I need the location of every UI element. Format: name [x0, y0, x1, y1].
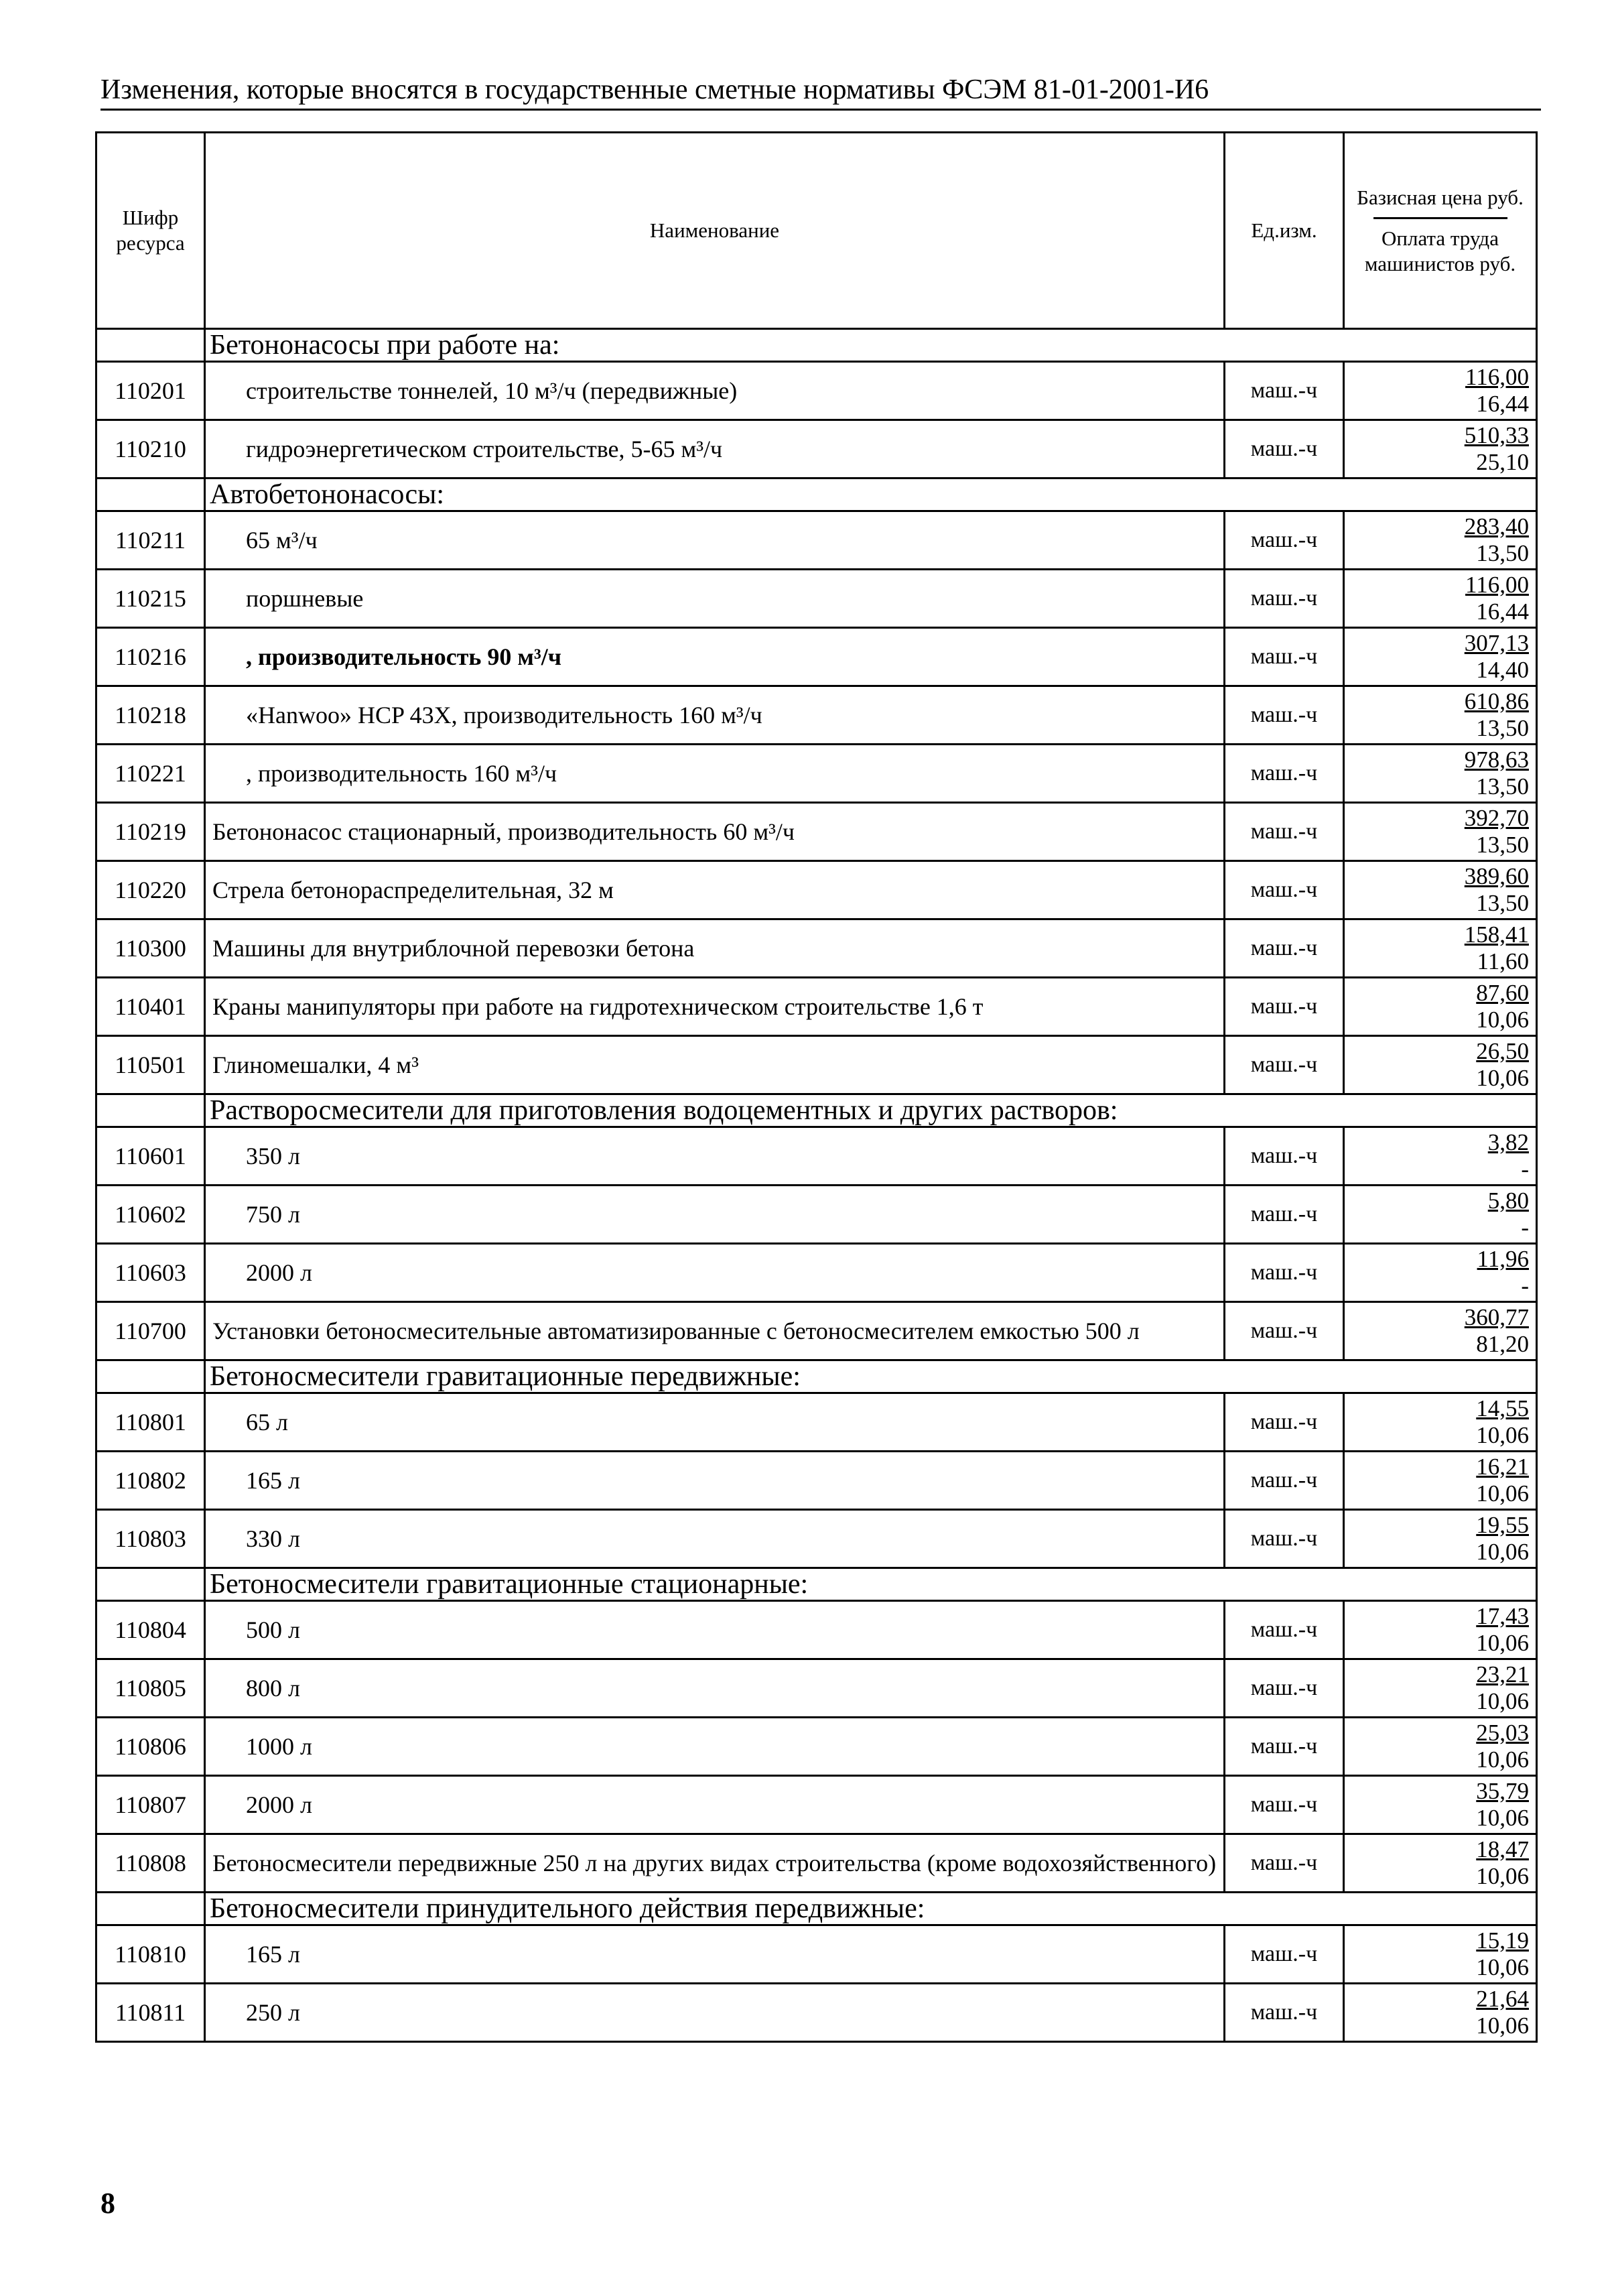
base-price: 510,33	[1464, 422, 1529, 448]
resource-code: 110802	[96, 1452, 205, 1510]
resource-name: Бетононасос стационарный, производительность 60 м³/ч	[205, 803, 1225, 861]
price-cell	[1344, 1601, 1537, 1659]
resource-unit: маш.-ч	[1225, 362, 1344, 420]
table-row	[96, 1776, 1537, 1834]
labor-price: 16,44	[1476, 391, 1529, 417]
price-cell	[1344, 686, 1537, 745]
base-price: 3,82	[1487, 1129, 1529, 1155]
base-price: 116,00	[1465, 364, 1529, 390]
resource-unit: маш.-ч	[1225, 1452, 1344, 1510]
resource-unit: маш.-ч	[1225, 745, 1344, 803]
resource-code: 110215	[96, 570, 205, 628]
table-row	[96, 628, 1537, 686]
table-row	[96, 1510, 1537, 1568]
table-row	[96, 1186, 1537, 1244]
group-code-cell	[96, 1360, 205, 1393]
table-row	[96, 1659, 1537, 1718]
labor-price: 11,60	[1477, 948, 1529, 974]
table-row	[96, 1302, 1537, 1360]
base-price: 18,47	[1476, 1836, 1529, 1862]
group-title: Растворосмесители для приготовления водоцементных и других растворов:	[205, 1094, 1537, 1127]
base-price: 610,86	[1464, 688, 1529, 714]
labor-price: 13,50	[1476, 540, 1529, 566]
resource-code: 110216	[96, 628, 205, 686]
resource-table	[95, 131, 1538, 2043]
table-group-row	[96, 329, 1537, 362]
resource-code: 110221	[96, 745, 205, 803]
labor-price: 10,06	[1476, 1480, 1529, 1507]
group-title: Автобетононасосы:	[205, 479, 1537, 511]
labor-price: 10,06	[1476, 1630, 1529, 1656]
table-row	[96, 1925, 1537, 1984]
base-price: 26,50	[1476, 1038, 1529, 1064]
base-price: 307,13	[1464, 630, 1529, 656]
table-row	[96, 1127, 1537, 1186]
price-cell	[1344, 1302, 1537, 1360]
resource-unit: маш.-ч	[1225, 1776, 1344, 1834]
base-price: 25,03	[1476, 1720, 1529, 1746]
column-header-price	[1344, 133, 1537, 329]
resource-name: «Hanwoo» HCP 43X, производительность 160 м³/ч	[205, 686, 1225, 745]
base-price: 360,77	[1464, 1304, 1529, 1330]
base-price: 16,21	[1476, 1454, 1529, 1480]
resource-name: 2000 л	[205, 1776, 1225, 1834]
labor-price: 16,44	[1476, 598, 1529, 625]
table-group-row	[96, 1094, 1537, 1127]
resource-name: строительстве тоннелей, 10 м³/ч (передвижные)	[205, 362, 1225, 420]
base-price: 283,40	[1464, 513, 1529, 539]
resource-unit: маш.-ч	[1225, 1036, 1344, 1094]
labor-price: 10,06	[1476, 2013, 1529, 2039]
resource-code: 110401	[96, 978, 205, 1036]
price-cell	[1344, 1984, 1537, 2042]
price-cell	[1344, 1127, 1537, 1186]
resource-unit: маш.-ч	[1225, 1834, 1344, 1893]
resource-name: Стрела бетонораспределительная, 32 м	[205, 861, 1225, 919]
price-cell	[1344, 803, 1537, 861]
resource-name: 1000 л	[205, 1718, 1225, 1776]
labor-price: -	[1521, 1156, 1529, 1182]
resource-name: гидроэнергетическом строительстве, 5-65 м³/ч	[205, 420, 1225, 479]
resource-code: 110803	[96, 1510, 205, 1568]
labor-price: 10,06	[1476, 1688, 1529, 1714]
resource-code: 110700	[96, 1302, 205, 1360]
base-price: 17,43	[1476, 1603, 1529, 1629]
table-group-row	[96, 1893, 1537, 1925]
resource-name: Бетоносмесители передвижные 250 л на других видах строительства (кроме водохозяйственного)	[205, 1834, 1225, 1893]
table-body	[96, 329, 1537, 2042]
resource-unit: маш.-ч	[1225, 511, 1344, 570]
table-row	[96, 362, 1537, 420]
resource-code: 110219	[96, 803, 205, 861]
labor-price: 81,20	[1476, 1331, 1529, 1357]
price-cell	[1344, 570, 1537, 628]
labor-price: 13,50	[1476, 890, 1529, 916]
base-price: 978,63	[1464, 747, 1529, 773]
table-group-row	[96, 1360, 1537, 1393]
table-row	[96, 803, 1537, 861]
price-cell	[1344, 861, 1537, 919]
resource-unit: маш.-ч	[1225, 1393, 1344, 1452]
resource-unit: маш.-ч	[1225, 1659, 1344, 1718]
resource-unit: маш.-ч	[1225, 1302, 1344, 1360]
page-number: 8	[100, 2187, 115, 2220]
resource-code: 110805	[96, 1659, 205, 1718]
base-price: 19,55	[1476, 1512, 1529, 1538]
resource-unit: маш.-ч	[1225, 1186, 1344, 1244]
base-price: 116,00	[1465, 572, 1529, 598]
resource-unit: маш.-ч	[1225, 803, 1344, 861]
table-row	[96, 861, 1537, 919]
labor-price: 13,50	[1476, 832, 1529, 858]
labor-price: 13,50	[1476, 773, 1529, 800]
column-header-price-base: Базисная цена руб.	[1357, 185, 1524, 209]
labor-price: 14,40	[1476, 657, 1529, 683]
base-price: 158,41	[1464, 921, 1529, 948]
price-cell	[1344, 1659, 1537, 1718]
resource-unit: маш.-ч	[1225, 1984, 1344, 2042]
resource-name: 330 л	[205, 1510, 1225, 1568]
table-row	[96, 1244, 1537, 1302]
resource-code: 110601	[96, 1127, 205, 1186]
labor-price: 10,06	[1476, 1065, 1529, 1091]
table-group-row	[96, 1568, 1537, 1601]
labor-price: -	[1521, 1273, 1529, 1299]
table-row	[96, 978, 1537, 1036]
resource-code: 110220	[96, 861, 205, 919]
price-cell	[1344, 628, 1537, 686]
resource-name: Машины для внутриблочной перевозки бетона	[205, 919, 1225, 978]
column-header-code: Шифр ресурса	[96, 133, 205, 329]
table-group-row	[96, 479, 1537, 511]
resource-code: 110218	[96, 686, 205, 745]
table-row	[96, 686, 1537, 745]
resource-code: 110807	[96, 1776, 205, 1834]
base-price: 35,79	[1476, 1778, 1529, 1804]
resource-name: Краны манипуляторы при работе на гидротехническом строительстве 1,6 т	[205, 978, 1225, 1036]
price-cell	[1344, 420, 1537, 479]
table-row	[96, 745, 1537, 803]
column-header-name: Наименование	[205, 133, 1225, 329]
resource-name: 165 л	[205, 1925, 1225, 1984]
table-row	[96, 1834, 1537, 1893]
group-code-cell	[96, 329, 205, 362]
price-cell	[1344, 745, 1537, 803]
resource-name: 800 л	[205, 1659, 1225, 1718]
resource-code: 110211	[96, 511, 205, 570]
table-row	[96, 511, 1537, 570]
price-cell	[1344, 1393, 1537, 1452]
group-code-cell	[96, 479, 205, 511]
labor-price: 10,06	[1476, 1539, 1529, 1565]
table-row	[96, 570, 1537, 628]
table-row	[96, 1984, 1537, 2042]
resource-name: , производительность 160 м³/ч	[205, 745, 1225, 803]
table-row	[96, 1393, 1537, 1452]
resource-unit: маш.-ч	[1225, 1925, 1344, 1984]
resource-unit: маш.-ч	[1225, 1244, 1344, 1302]
column-header-unit: Ед.изм.	[1225, 133, 1344, 329]
base-price: 87,60	[1476, 980, 1529, 1006]
resource-name: 750 л	[205, 1186, 1225, 1244]
base-price: 15,19	[1476, 1927, 1529, 1954]
labor-price: 13,50	[1476, 715, 1529, 741]
base-price: 11,96	[1477, 1246, 1529, 1272]
resource-name: поршневые	[205, 570, 1225, 628]
price-cell	[1344, 919, 1537, 978]
group-title: Бетоносмесители принудительного действия передвижные:	[205, 1893, 1537, 1925]
price-cell	[1344, 1036, 1537, 1094]
resource-name: 65 м³/ч	[205, 511, 1225, 570]
resource-code: 110501	[96, 1036, 205, 1094]
price-cell	[1344, 978, 1537, 1036]
resource-name: 350 л	[205, 1127, 1225, 1186]
price-cell	[1344, 1834, 1537, 1893]
resource-unit: маш.-ч	[1225, 628, 1344, 686]
price-cell	[1344, 511, 1537, 570]
resource-unit: маш.-ч	[1225, 978, 1344, 1036]
price-cell	[1344, 1776, 1537, 1834]
resource-code: 110603	[96, 1244, 205, 1302]
resource-code: 110602	[96, 1186, 205, 1244]
labor-price: 10,06	[1476, 1422, 1529, 1448]
group-title: Бетононасосы при работе на:	[205, 329, 1537, 362]
price-cell	[1344, 1186, 1537, 1244]
resource-unit: маш.-ч	[1225, 686, 1344, 745]
labor-price: 25,10	[1476, 449, 1529, 475]
resource-name: 250 л	[205, 1984, 1225, 2042]
resource-unit: маш.-ч	[1225, 1127, 1344, 1186]
price-cell	[1344, 1510, 1537, 1568]
price-cell	[1344, 1925, 1537, 1984]
price-cell	[1344, 1718, 1537, 1776]
resource-name: 500 л	[205, 1601, 1225, 1659]
group-title: Бетоносмесители гравитационные стационарные:	[205, 1568, 1537, 1601]
header-rule	[100, 109, 1541, 111]
resource-unit: маш.-ч	[1225, 861, 1344, 919]
base-price: 23,21	[1476, 1661, 1529, 1687]
resource-unit: маш.-ч	[1225, 1601, 1344, 1659]
group-code-cell	[96, 1893, 205, 1925]
resource-unit: маш.-ч	[1225, 1510, 1344, 1568]
labor-price: 10,06	[1476, 1863, 1529, 1889]
base-price: 5,80	[1487, 1188, 1529, 1214]
resource-code: 110811	[96, 1984, 205, 2042]
group-code-cell	[96, 1568, 205, 1601]
base-price: 21,64	[1476, 1986, 1529, 2012]
resource-code: 110804	[96, 1601, 205, 1659]
resource-unit: маш.-ч	[1225, 420, 1344, 479]
column-header-price-labor: Оплата труда машинистов руб.	[1364, 226, 1516, 275]
labor-price: 10,06	[1476, 1007, 1529, 1033]
labor-price: 10,06	[1476, 1746, 1529, 1773]
resource-code: 110806	[96, 1718, 205, 1776]
price-cell	[1344, 1452, 1537, 1510]
labor-price: -	[1521, 1214, 1529, 1240]
base-price: 392,70	[1464, 805, 1529, 831]
group-title: Бетоносмесители гравитационные передвижные:	[205, 1360, 1537, 1393]
resource-unit: маш.-ч	[1225, 1718, 1344, 1776]
resource-name: 2000 л	[205, 1244, 1225, 1302]
table-row	[96, 1452, 1537, 1510]
resource-unit: маш.-ч	[1225, 919, 1344, 978]
resource-unit: маш.-ч	[1225, 570, 1344, 628]
price-cell	[1344, 1244, 1537, 1302]
resource-code: 110201	[96, 362, 205, 420]
resource-code: 110801	[96, 1393, 205, 1452]
resource-code: 110210	[96, 420, 205, 479]
table-row	[96, 919, 1537, 978]
resource-code: 110810	[96, 1925, 205, 1984]
table-row	[96, 420, 1537, 479]
labor-price: 10,06	[1476, 1805, 1529, 1831]
base-price: 14,55	[1476, 1395, 1529, 1421]
resource-name: Глиномешалки, 4 м³	[205, 1036, 1225, 1094]
document-header: Изменения, которые вносятся в государственные сметные нормативы ФСЭМ 81-01-2001-И6	[100, 74, 1209, 105]
resource-name: 165 л	[205, 1452, 1225, 1510]
resource-code: 110300	[96, 919, 205, 978]
resource-name: 65 л	[205, 1393, 1225, 1452]
resource-name: , производительность 90 м³/ч	[205, 628, 1225, 686]
labor-price: 10,06	[1476, 1954, 1529, 1980]
table-header-row	[96, 133, 1537, 329]
group-code-cell	[96, 1094, 205, 1127]
table-row	[96, 1036, 1537, 1094]
price-cell	[1344, 362, 1537, 420]
resource-name: Установки бетоносмесительные автоматизированные с бетоносмесителем емкостью 500 л	[205, 1302, 1225, 1360]
base-price: 389,60	[1464, 863, 1529, 889]
table-row	[96, 1601, 1537, 1659]
resource-code: 110808	[96, 1834, 205, 1893]
table-row	[96, 1718, 1537, 1776]
